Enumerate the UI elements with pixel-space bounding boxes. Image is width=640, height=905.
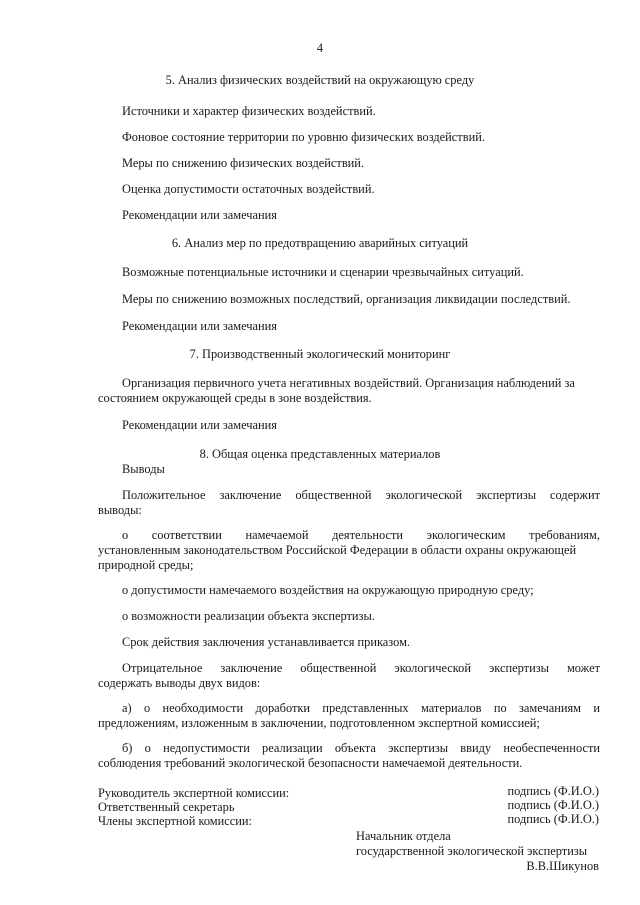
negative-paragraph-line: Отрицательное заключение общественной экологической экспертизы может <box>122 661 600 675</box>
section-5-item: Меры по снижению физических воздействий. <box>122 156 365 170</box>
department-name: государственной экологической экспертизы <box>356 844 588 858</box>
secretary-signature: подпись (Ф.И.О.) <box>507 798 599 812</box>
section-5-item: Фоновое состояние территории по уровню физических воздействий. <box>122 130 485 144</box>
department-head-title: Начальник отдела <box>356 829 451 843</box>
section-8-heading: 8. Общая оценка представленных материалов <box>199 447 441 461</box>
conclusions-label: Выводы <box>122 462 165 476</box>
section-6-remarks: Рекомендации или замечания <box>122 319 278 333</box>
negative-item-b-line: соблюдения требований экологической безопасности намечаемой деятельности. <box>98 756 523 770</box>
section-5-item: Оценка допустимости остаточных воздействий. <box>122 182 375 196</box>
negative-item-a-line: а) о необходимости доработки представленных материалов по замечаниям и <box>122 701 600 715</box>
section-7-heading: 7. Производственный экологический мониторинг <box>189 347 451 361</box>
secretary-label: Ответственный секретарь <box>98 800 235 814</box>
validity-statement: Срок действия заключения устанавливается приказом. <box>122 635 411 649</box>
section-6-heading: 6. Анализ мер по предотвращению аварийных ситуаций <box>171 236 469 250</box>
item-a-line: природной среды; <box>98 558 194 572</box>
commission-head-signature: подпись (Ф.И.О.) <box>507 784 599 798</box>
negative-item-a-line: предложениям, изложенным в заключении, подготовленном экспертной комиссией; <box>98 716 540 730</box>
negative-paragraph-line: содержать выводы двух видов: <box>98 676 261 690</box>
section-7-paragraph-line: состоянием окружающей среды в зоне воздействия. <box>98 391 372 405</box>
section-7-paragraph-line: Организация первичного учета негативных воздействий. Организация наблюдений за <box>122 376 575 390</box>
positive-paragraph-line: выводы: <box>98 503 142 517</box>
item-a-line: установленным законодательством Российской Федерации в области охраны окружающей <box>98 543 577 557</box>
section-5-remarks: Рекомендации или замечания <box>122 208 278 222</box>
commission-head-label: Руководитель экспертной комиссии: <box>98 786 290 800</box>
page-number: 4 <box>316 41 324 55</box>
section-6-item: Меры по снижению возможных последствий, организация ликвидации последствий. <box>122 292 571 306</box>
members-signature: подпись (Ф.И.О.) <box>507 812 599 826</box>
department-head-name: В.В.Шикунов <box>526 859 599 873</box>
item-b: о допустимости намечаемого воздействия на окружающую природную среду; <box>122 583 534 597</box>
positive-paragraph-line: Положительное заключение общественной экологической экспертизы содержит <box>122 488 600 502</box>
negative-item-b-line: б) о недопустимости реализации объекта экспертизы ввиду необеспеченности <box>122 741 600 755</box>
item-a-line: о соответствии намечаемой деятельности экологическим требованиям, <box>122 528 600 542</box>
section-6-item: Возможные потенциальные источники и сценарии чрезвычайных ситуаций. <box>122 265 524 279</box>
section-7-remarks: Рекомендации или замечания <box>122 418 278 432</box>
item-c: о возможности реализации объекта экспертизы. <box>122 609 375 623</box>
section-5-item: Источники и характер физических воздействий. <box>122 104 376 118</box>
members-label: Члены экспертной комиссии: <box>98 814 252 828</box>
section-5-heading: 5. Анализ физических воздействий на окружающую среду <box>165 73 475 87</box>
